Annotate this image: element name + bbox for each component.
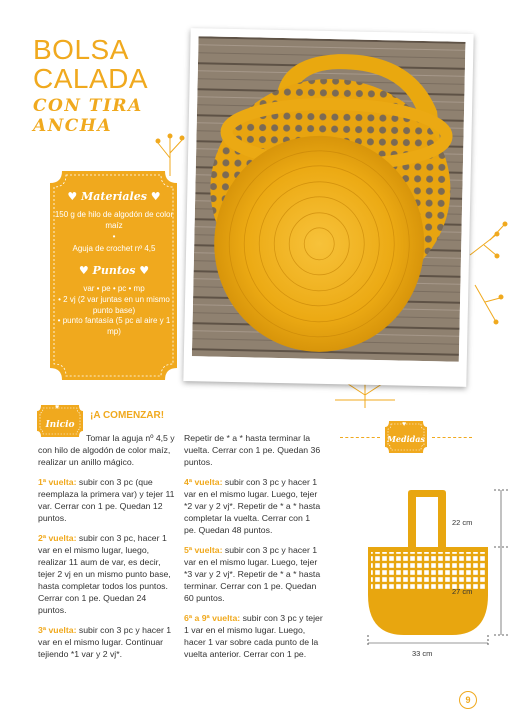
round-4-label: 4ª vuelta: <box>184 477 223 487</box>
round-1-text: subir con 3 pc (que reemplaza la primera var) y tejer 11 var. Cerrar con 1 pe. Quedan 12 puntos. <box>38 477 175 523</box>
inicio-text <box>38 432 177 468</box>
round-4 <box>184 476 324 536</box>
dimension-body-label: 27 cm <box>452 587 473 596</box>
puntos-line-1: var • pe • pc • mp <box>83 284 145 293</box>
inicio-heart-icon: ♥ <box>55 404 60 411</box>
decorative-sprig-icon <box>466 215 510 285</box>
round-2 <box>38 532 177 616</box>
medidas-heart-icon: ♥ <box>402 421 407 428</box>
page-number: 9 <box>465 695 471 705</box>
round-6-9-label: 6ª a 9ª vuelta: <box>184 613 241 623</box>
round-4-text: subir con 3 pc y hacer 1 var en el mismo lugar. Luego, tejer *2 var y 2 vj*. Repetir de * a * hasta completar la vuelta. Cerrar con 1 pe. Quedan 48 puntos. <box>184 477 321 535</box>
comenzar-heading: ¡A COMENZAR! <box>90 410 165 421</box>
bag-measurement-diagram <box>360 485 510 660</box>
round-2-label: 2ª vuelta: <box>38 533 77 543</box>
round-3-text: subir con 3 pc y hacer 1 var en el mismo lugar. Continuar tejiendo *1 var y 2 vj*. <box>38 625 172 659</box>
materiales-bullet: • <box>112 232 116 241</box>
round-3-continued: Repetir de * a * hasta terminar la vuelta. Cerrar con 1 pe. Quedan 36 puntos. <box>184 433 321 467</box>
round-5-label: 5ª vuelta: <box>184 545 223 555</box>
medidas-badge-label: Medidas <box>387 434 425 444</box>
round-5-text: subir con 3 pc y hacer 1 var en el mismo lugar. Luego, tejer *3 var y 2 vj*. Repetir de * a * hasta terminar. Cerrar con 1 pe. Quedan 60 puntos. <box>184 545 321 603</box>
round-1 <box>38 476 177 524</box>
page-number-badge <box>459 691 477 709</box>
round-5 <box>184 544 324 604</box>
decorative-sprig-icon <box>470 280 510 340</box>
title-line-3: CON TIRA <box>33 96 143 116</box>
puntos-line-3: • punto fantasía (5 pc al aire y 1 mp) <box>57 316 171 336</box>
round-6-9 <box>184 612 324 660</box>
round-2-text: subir con 3 pc, hacer 1 var en el mismo lugar, luego, realizar 11 aum de var, es decir, tejer 2 vj en un mismo punto base, hasta completar todos los puntos. Cerrar con 1 pe. Quedan 24 puntos. <box>38 533 171 615</box>
puntos-heading-text: Puntos <box>92 264 136 277</box>
round-1-label: 1ª vuelta: <box>38 477 77 487</box>
materiales-heading: ♥ Materiales ♥ <box>67 190 161 203</box>
dimension-width-label: 33 cm <box>412 649 433 658</box>
puntos-line-2: • 2 vj (2 var juntas en un mismo punto base) <box>58 295 170 315</box>
round-3 <box>38 624 177 660</box>
round-6-9-text: subir con 3 pc y tejer 1 var en el mismo lugar. Luego, hacer 1 var sobre cada punto de la vuelta anterior. Cerrar con 1 pe. <box>184 613 323 659</box>
title-line-1: BOLSA <box>33 34 129 65</box>
title-line-4: ANCHA <box>33 116 113 136</box>
materiales-item-2: Aguja de crochet nº 4,5 <box>72 244 156 253</box>
puntos-heading: ♥ Puntos ♥ <box>78 264 150 277</box>
title-line-2: CALADA <box>33 63 149 94</box>
instructions-column-2 <box>184 432 324 668</box>
dimension-strap-label: 22 cm <box>452 518 473 527</box>
medidas-divider-left <box>340 437 380 438</box>
crochet-bag-photo <box>192 36 466 362</box>
bag-photo-frame <box>183 28 473 387</box>
instructions-column-1 <box>38 432 177 668</box>
inicio-badge-label: Inicio <box>45 420 75 430</box>
round-3-label: 3ª vuelta: <box>38 625 77 635</box>
materiales-item-1: 150 g de hilo de algodón de color maíz <box>54 210 174 230</box>
medidas-divider-right <box>432 437 472 438</box>
inicio-text-body: Tomar la aguja nº 4,5 y con hilo de algodón de color maíz, realizar un anillo mágico. <box>38 433 175 467</box>
materiales-heading-text: Materiales <box>81 190 147 203</box>
